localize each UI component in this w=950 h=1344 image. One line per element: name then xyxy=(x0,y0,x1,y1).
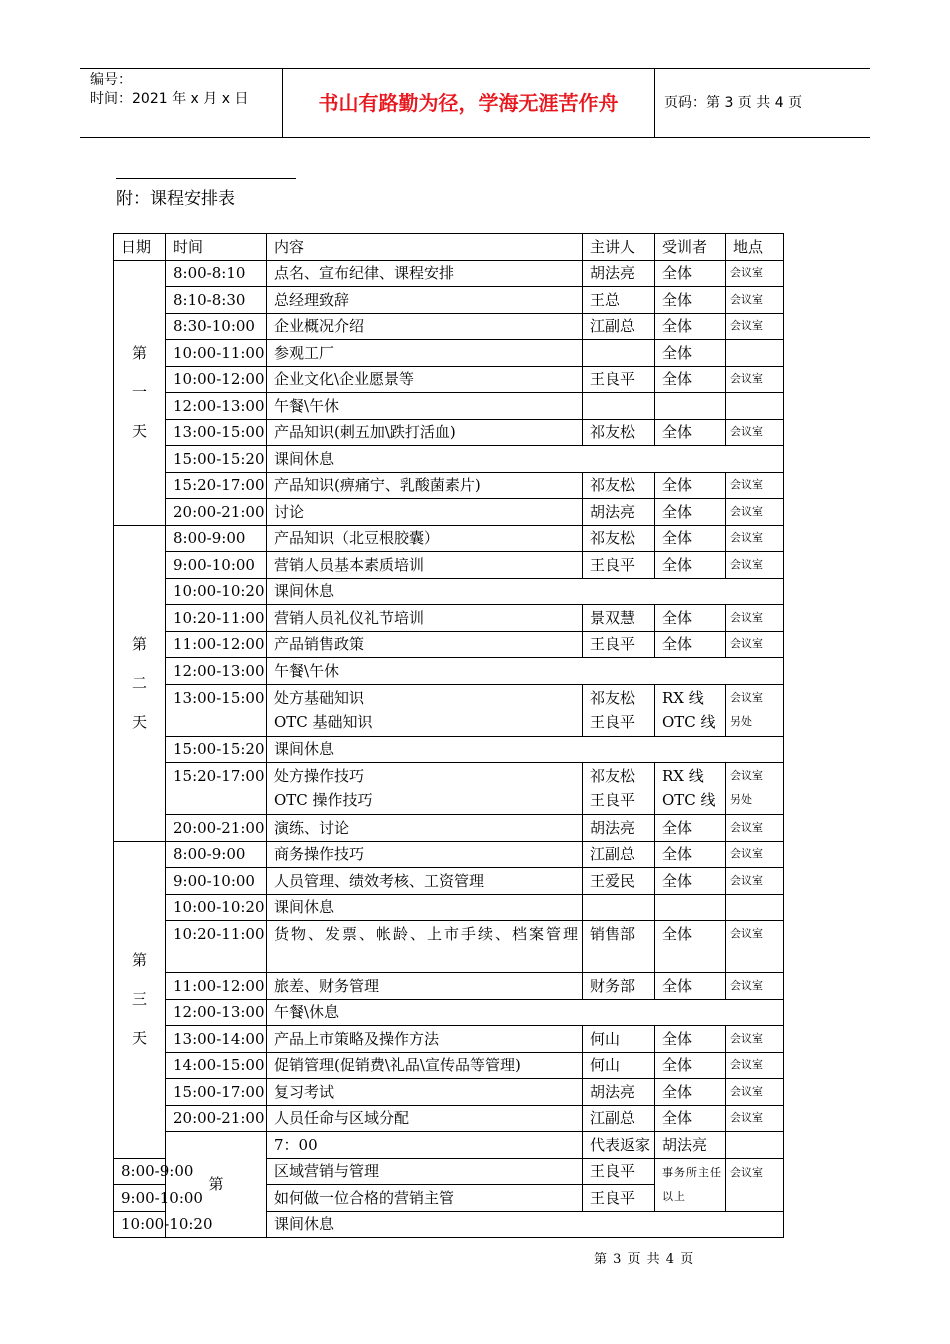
content-cell: 人员管理、绩效考核、工资管理 xyxy=(267,868,583,895)
table-row xyxy=(114,287,784,314)
content-cell: 如何做一位合格的营销主管 xyxy=(267,1185,583,1212)
day-label: 第 一 天 xyxy=(114,260,166,525)
location-line: 另处 xyxy=(730,714,752,728)
speaker-cell: 王良平 xyxy=(583,631,655,658)
content-cell: 产品上市策略及操作方法 xyxy=(267,1026,583,1053)
trainee-cell: 全体 xyxy=(655,287,726,314)
speaker-cell xyxy=(583,340,655,367)
speaker-cell: 胡法亮 xyxy=(655,1132,726,1159)
col-header-speaker: 主讲人 xyxy=(583,234,655,261)
trainee-cell: 全体 xyxy=(655,1026,726,1053)
location-cell: 会议室 xyxy=(726,313,784,340)
location-cell: 会议室 xyxy=(726,1052,784,1079)
table-row xyxy=(114,841,784,868)
trainee-line: RX 线 xyxy=(662,688,704,707)
col-header-time: 时间 xyxy=(166,234,267,261)
content-cell xyxy=(267,684,583,736)
location-cell: 会议室 xyxy=(726,366,784,393)
location-cell xyxy=(726,393,784,420)
location-cell: 会议室 xyxy=(726,287,784,314)
location-line: 会议室 xyxy=(730,769,763,782)
table-row xyxy=(114,1079,784,1106)
location-cell: 会议室 xyxy=(726,419,784,446)
time-cell: 12:00-13:00 xyxy=(166,999,267,1026)
trainee-cell: 全体 xyxy=(655,1079,726,1106)
content-cell: 点名、宣布纪律、课程安排 xyxy=(267,260,583,287)
speaker-cell: 王爱民 xyxy=(583,868,655,895)
table-row xyxy=(114,763,784,815)
time-cell: 8:00-9:00 xyxy=(166,525,267,552)
trainee-cell: 全体 xyxy=(655,1052,726,1079)
speaker-cell: 王良平 xyxy=(583,552,655,579)
speaker-cell xyxy=(583,393,655,420)
header-motto: 书山有路勤为径，学海无涯苦作舟 xyxy=(283,69,655,137)
table-row xyxy=(114,684,784,736)
time-cell: 9:00-10:00 xyxy=(114,1185,166,1212)
day-label: 第 xyxy=(166,1132,267,1238)
page-footer: 第 3 页 共 4 页 xyxy=(594,1252,695,1267)
content-cell: 总经理致辞 xyxy=(267,287,583,314)
time-cell: 11:00-12:00 xyxy=(166,973,267,1000)
speaker-line: 祁友松 xyxy=(590,688,636,707)
location-line: 另处 xyxy=(730,793,752,806)
location-cell xyxy=(726,763,784,815)
location-line: 会议室 xyxy=(730,690,763,704)
content-cell: 产品知识(痹痛宁、乳酸菌素片) xyxy=(267,472,583,499)
content-cell: 区域营销与管理 xyxy=(267,1158,583,1185)
location-cell: 会议室 xyxy=(726,1079,784,1106)
content-cell: 午餐\休息 xyxy=(267,999,784,1026)
content-cell: 复习考试 xyxy=(267,1079,583,1106)
speaker-cell: 王良平 xyxy=(583,1185,655,1212)
time-cell: 15:00-15:20 xyxy=(166,446,267,473)
trainee-cell: 全体 xyxy=(655,921,726,973)
speaker-cell xyxy=(583,894,655,921)
trainee-cell: 全体 xyxy=(655,815,726,842)
trainee-cell: 全体 xyxy=(655,472,726,499)
table-row xyxy=(114,578,784,605)
schedule-table xyxy=(113,233,784,1238)
table-row xyxy=(114,605,784,632)
col-header-content: 内容 xyxy=(267,234,583,261)
time-cell: 13:00-14:00 xyxy=(166,1026,267,1053)
location-cell: 会议室 xyxy=(726,921,784,973)
content-cell: 人员任命与区域分配 xyxy=(267,1105,583,1132)
content-cell: 旅差、财务管理 xyxy=(267,973,583,1000)
speaker-cell xyxy=(583,684,655,736)
content-cell: 营销人员礼仪礼节培训 xyxy=(267,605,583,632)
content-line: 处方操作技巧 xyxy=(274,767,365,785)
location-cell: 会议室 xyxy=(726,841,784,868)
trainee-cell: 全体 xyxy=(655,605,726,632)
location-cell: 会议室 xyxy=(726,973,784,1000)
title-rule xyxy=(116,178,296,179)
content-cell: 营销人员基本素质培训 xyxy=(267,552,583,579)
location-cell xyxy=(726,894,784,921)
speaker-cell xyxy=(583,763,655,815)
trainee-cell: 全体 xyxy=(655,868,726,895)
table-row xyxy=(114,419,784,446)
trainee-line: OTC 线 xyxy=(662,712,716,731)
trainee-cell: 全体 xyxy=(655,552,726,579)
table-row xyxy=(114,552,784,579)
trainee-cell xyxy=(655,393,726,420)
speaker-line: 王良平 xyxy=(590,712,636,731)
time-cell: 10:00-12:00 xyxy=(166,366,267,393)
time-cell: 14:00-15:00 xyxy=(166,1052,267,1079)
time-cell: 20:00-21:00 xyxy=(166,815,267,842)
location-cell: 会议室 xyxy=(726,260,784,287)
table-row xyxy=(114,260,784,287)
time-cell: 8:00-8:10 xyxy=(166,260,267,287)
table-row xyxy=(114,525,784,552)
time-cell: 10:20-11:00 xyxy=(166,605,267,632)
location-cell: 会议室 xyxy=(726,472,784,499)
time-cell: 15:00-15:20 xyxy=(166,736,267,763)
location-cell: 会议室 xyxy=(726,1026,784,1053)
trainee-line: RX 线 xyxy=(662,767,704,785)
time-cell: 9:00-10:00 xyxy=(166,868,267,895)
speaker-cell: 江副总 xyxy=(583,841,655,868)
trainee-cell xyxy=(655,763,726,815)
speaker-cell: 王总 xyxy=(583,287,655,314)
header-meta xyxy=(80,69,283,137)
speaker-cell: 胡法亮 xyxy=(583,815,655,842)
trainee-cell: 全体 xyxy=(655,313,726,340)
table-row xyxy=(114,472,784,499)
location-cell xyxy=(726,340,784,367)
content-cell: 课间休息 xyxy=(267,894,583,921)
trainee-cell: 全体 xyxy=(655,841,726,868)
time-cell: 9:00-10:00 xyxy=(166,552,267,579)
trainee-cell xyxy=(726,1132,784,1159)
content-cell: 课间休息 xyxy=(267,578,784,605)
table-row xyxy=(114,1052,784,1079)
trainee-cell: 全体 xyxy=(655,631,726,658)
speaker-cell: 祁友松 xyxy=(583,472,655,499)
page-subtitle: 附：课程安排表 xyxy=(116,189,235,209)
table-row xyxy=(114,499,784,526)
header-page-info: 页码：第 3 页 共 4 页 xyxy=(664,95,803,111)
time-cell: 10:00-10:20 xyxy=(166,578,267,605)
time-cell: 8:10-8:30 xyxy=(166,287,267,314)
trainee-cell: 全体 xyxy=(655,260,726,287)
table-row xyxy=(114,393,784,420)
table-row xyxy=(114,921,784,973)
trainee-line: OTC 线 xyxy=(662,791,716,809)
time-cell: 11:00-12:00 xyxy=(166,631,267,658)
time-cell: 13:00-15:00 xyxy=(166,419,267,446)
table-row xyxy=(114,1105,784,1132)
table-row xyxy=(114,999,784,1026)
speaker-cell: 胡法亮 xyxy=(583,499,655,526)
col-header-trainees: 受训者 xyxy=(655,234,726,261)
location-cell: 会议室 xyxy=(726,1105,784,1132)
content-cell: 商务操作技巧 xyxy=(267,841,583,868)
location-cell: 会议室 xyxy=(726,525,784,552)
table-row xyxy=(114,815,784,842)
location-cell xyxy=(726,684,784,736)
speaker-cell: 祁友松 xyxy=(583,525,655,552)
col-header-location: 地点 xyxy=(726,234,784,261)
speaker-cell: 销售部 xyxy=(583,921,655,973)
trainee-cell: 事务所主任以上 xyxy=(655,1158,726,1211)
trainee-cell: 全体 xyxy=(655,340,726,367)
day-label: 第 二 天 xyxy=(114,525,166,841)
location-cell: 会议室 xyxy=(726,631,784,658)
speaker-cell: 祁友松 xyxy=(583,419,655,446)
content-cell: 企业概况介绍 xyxy=(267,313,583,340)
trainee-cell: 全体 xyxy=(655,525,726,552)
location-cell: 会议室 xyxy=(726,605,784,632)
content-cell: 午餐\午休 xyxy=(267,393,583,420)
time-cell: 10:20-11:00 xyxy=(166,921,267,973)
table-row xyxy=(114,340,784,367)
table-row xyxy=(114,446,784,473)
speaker-line: 祁友松 xyxy=(590,767,636,785)
location-cell: 会议室 xyxy=(726,868,784,895)
time-cell: 12:00-13:00 xyxy=(166,658,267,685)
time-cell: 10:00-10:20 xyxy=(166,894,267,921)
content-cell xyxy=(267,763,583,815)
time-cell: 12:00-13:00 xyxy=(166,393,267,420)
table-header-row xyxy=(114,234,784,261)
content-cell: 课间休息 xyxy=(267,736,784,763)
time-cell: 15:20-17:00 xyxy=(166,763,267,815)
content-cell: 货物、发票、帐龄、上市手续、档案管理 xyxy=(267,921,583,973)
content-line: OTC 基础知识 xyxy=(274,712,373,731)
trainee-cell: 全体 xyxy=(655,419,726,446)
content-cell: 促销管理(促销费\礼品\宣传品等管理) xyxy=(267,1052,583,1079)
trainee-cell: 全体 xyxy=(655,1105,726,1132)
table-row xyxy=(114,973,784,1000)
time-cell: 8:30-10:00 xyxy=(166,313,267,340)
speaker-cell: 江副总 xyxy=(583,1105,655,1132)
number-label: 编号： xyxy=(90,72,132,88)
time-cell: 10:00-10:20 xyxy=(114,1211,166,1238)
trainee-cell xyxy=(655,894,726,921)
table-row xyxy=(114,1026,784,1053)
day-label: 第 三 天 xyxy=(114,841,166,1158)
time-cell: 13:00-15:00 xyxy=(166,684,267,736)
content-cell: 企业文化\企业愿景等 xyxy=(267,366,583,393)
time-cell: 8:00-9:00 xyxy=(114,1158,166,1185)
content-cell: 课间休息 xyxy=(267,1211,784,1238)
speaker-cell: 胡法亮 xyxy=(583,1079,655,1106)
date-label: 时间：2021 年 x 月 x 日 xyxy=(90,91,249,107)
content-cell: 参观工厂 xyxy=(267,340,583,367)
time-cell: 20:00-21:00 xyxy=(166,499,267,526)
content-cell: 代表返家 xyxy=(583,1132,655,1159)
time-cell: 20:00-21:00 xyxy=(166,1105,267,1132)
page-header xyxy=(80,68,870,138)
location-cell: 会议室 xyxy=(726,499,784,526)
trainee-cell: 全体 xyxy=(655,499,726,526)
time-cell: 7：00 xyxy=(267,1132,583,1159)
trainee-cell: 全体 xyxy=(655,366,726,393)
content-cell: 讨论 xyxy=(267,499,583,526)
table-row xyxy=(114,736,784,763)
time-cell: 15:00-17:00 xyxy=(166,1079,267,1106)
content-cell: 演练、讨论 xyxy=(267,815,583,842)
table-row xyxy=(114,366,784,393)
content-line: OTC 操作技巧 xyxy=(274,791,373,809)
speaker-cell: 王良平 xyxy=(583,366,655,393)
table-row xyxy=(114,868,784,895)
trainee-cell: 全体 xyxy=(655,973,726,1000)
location-cell: 会议室 xyxy=(726,815,784,842)
col-header-date: 日期 xyxy=(114,234,166,261)
content-cell: 午餐\午休 xyxy=(267,658,784,685)
location-cell: 会议室 xyxy=(726,552,784,579)
table-row xyxy=(114,1132,784,1159)
time-cell: 10:00-11:00 xyxy=(166,340,267,367)
trainee-cell xyxy=(655,684,726,736)
speaker-line: 王良平 xyxy=(590,791,636,809)
content-cell: 产品销售政策 xyxy=(267,631,583,658)
table-row xyxy=(114,313,784,340)
content-cell: 产品知识(刺五加\跌打活血) xyxy=(267,419,583,446)
content-line: 处方基础知识 xyxy=(274,688,365,707)
speaker-cell: 财务部 xyxy=(583,973,655,1000)
time-cell: 8:00-9:00 xyxy=(166,841,267,868)
speaker-cell: 景双慧 xyxy=(583,605,655,632)
speaker-cell: 江副总 xyxy=(583,313,655,340)
speaker-cell: 胡法亮 xyxy=(583,260,655,287)
speaker-cell: 王良平 xyxy=(583,1158,655,1185)
content-cell: 课间休息 xyxy=(267,446,784,473)
speaker-cell: 何山 xyxy=(583,1026,655,1053)
speaker-cell: 何山 xyxy=(583,1052,655,1079)
location-cell: 会议室 xyxy=(726,1158,784,1211)
table-row xyxy=(114,658,784,685)
time-cell: 15:20-17:00 xyxy=(166,472,267,499)
table-row xyxy=(114,631,784,658)
table-row xyxy=(114,894,784,921)
content-cell: 产品知识（北豆根胶囊） xyxy=(267,525,583,552)
